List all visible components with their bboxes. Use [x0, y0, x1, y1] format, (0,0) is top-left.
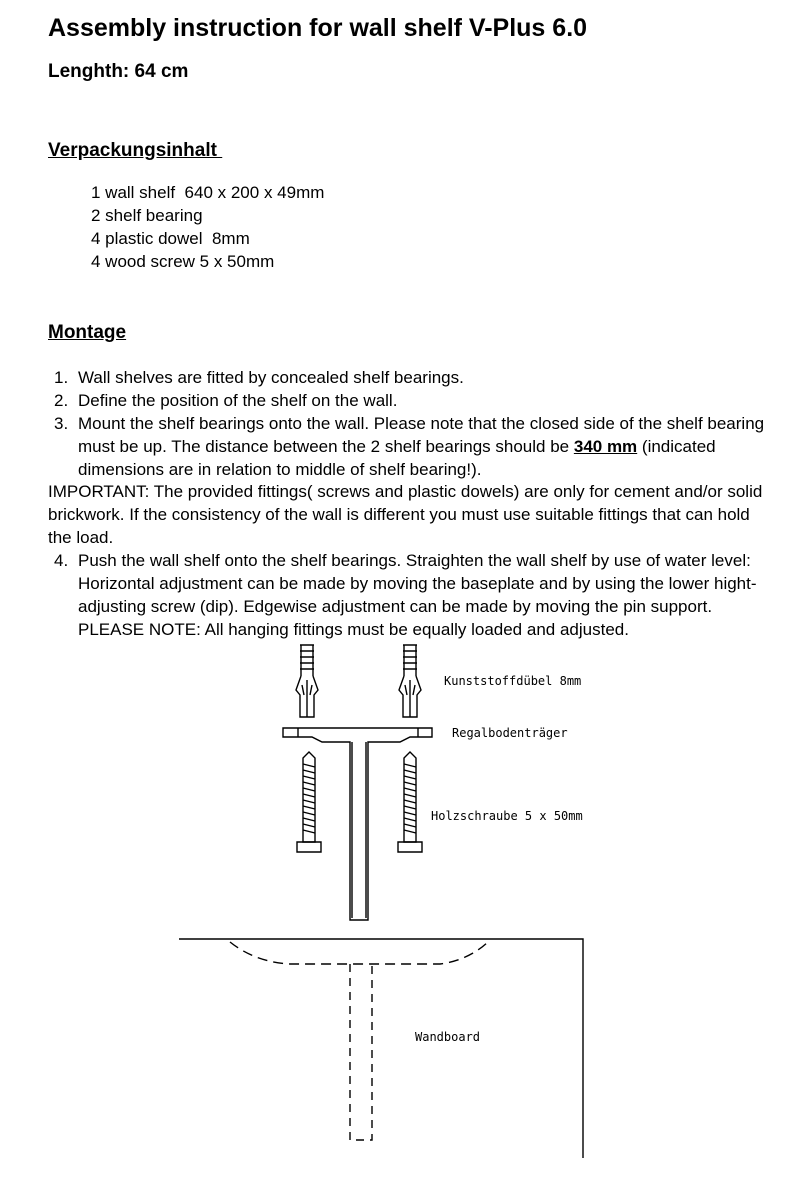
list-item: 2 shelf bearing	[91, 206, 203, 225]
plastic-dowel-left	[296, 645, 318, 717]
step-number: 1.	[54, 368, 69, 387]
dowel-label: Kunststoffdübel 8mm	[444, 674, 582, 688]
wood-screw-right	[398, 752, 422, 852]
step-text-part: Mount the shelf bearings onto the wall. Please note that the closed side of the shelf bearing must be up. The distance between the 2 shelf bearings should be	[78, 414, 765, 456]
step-text-part: (indicated dimensions are in relation to middle of shelf bearing!).	[78, 437, 716, 479]
bearing-label: Regalbodenträger	[452, 726, 568, 740]
step-number: 3.	[54, 414, 69, 433]
step-text: Wall shelves are fitted by concealed shelf bearings.	[78, 368, 464, 387]
screw-label: Holzschraube 5 x 50mm	[431, 809, 583, 823]
shelf-length: Lenghth: 64 cm	[48, 61, 189, 82]
document-title: Assembly instruction for wall shelf V-Plus 6.0	[48, 14, 588, 42]
plastic-dowel-right	[399, 645, 421, 717]
list-item: 4 wood screw 5 x 50mm	[91, 252, 275, 271]
bearing-distance: 340 mm	[573, 437, 638, 456]
wall-board	[179, 939, 583, 1158]
list-item: 1 wall shelf 640 x 200 x 49mm	[91, 183, 325, 202]
important-note: IMPORTANT: The provided fittings( screws and plastic dowels) are only for cement and/or solid brickwork. If the consistency of the wall is different you must use suitable fittings that can hold the load.	[48, 482, 763, 547]
montage-heading: Montage	[48, 322, 127, 343]
board-label: Wandboard	[415, 1030, 481, 1044]
step-number: 4.	[54, 551, 69, 570]
step-number: 2.	[54, 391, 69, 410]
step-text: Define the position of the shelf on the wall.	[78, 391, 398, 410]
package-contents-heading: Verpackungsinhalt	[48, 140, 223, 161]
wood-screw-left	[297, 752, 321, 852]
step-text: Push the wall shelf onto the shelf bearings. Straighten the wall shelf by use of water level: Horizontal adjustment can be made by moving the baseplate and by using the lower hight-adjusting screw (dip). Edgewise adjustment can be made by moving the pin support. PLEASE NOTE: All hanging fittings must be equally loaded and adjusted.	[78, 551, 757, 639]
list-item: 4 plastic dowel 8mm	[91, 229, 250, 248]
